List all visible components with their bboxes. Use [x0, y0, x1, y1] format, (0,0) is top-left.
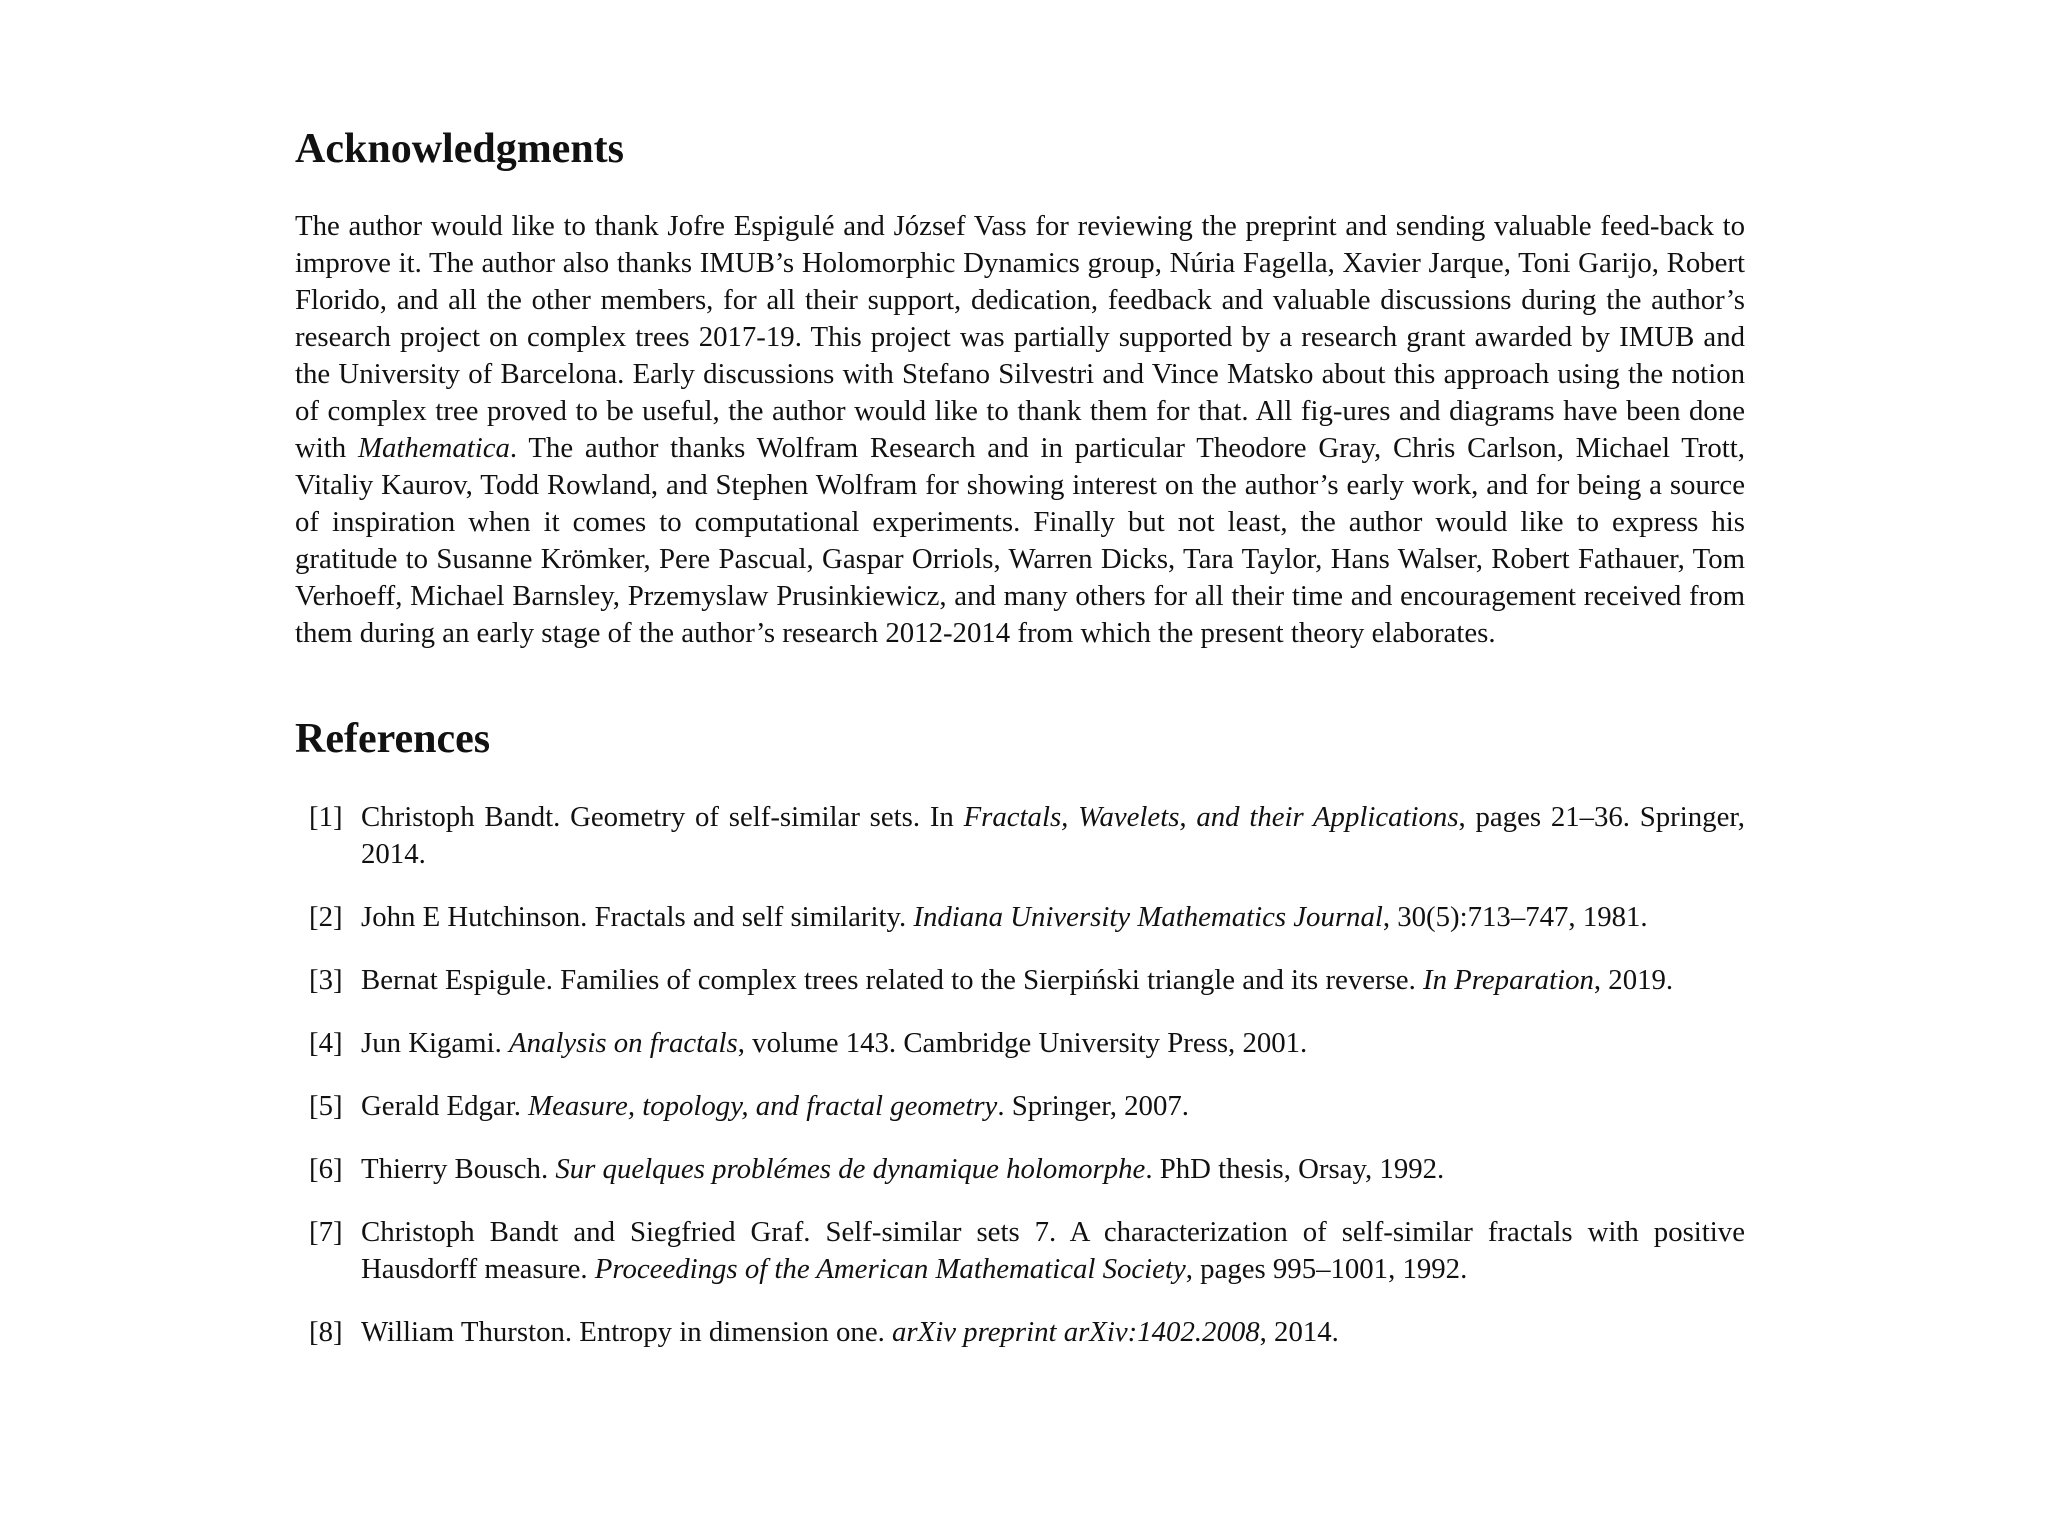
reference-venue: Fractals, Wavelets, and their Applications	[963, 800, 1459, 833]
reference-item-6	[295, 1151, 1745, 1188]
reference-details: , pages 21–36. Springer, 2014.	[361, 800, 1745, 870]
reference-number: [5]	[309, 1089, 343, 1122]
reference-number: [6]	[309, 1152, 343, 1185]
reference-venue: Sur quelques problémes de dynamique holomorphe	[555, 1152, 1146, 1185]
reference-number: [4]	[309, 1026, 343, 1059]
acknowledgments-heading: Acknowledgments	[295, 126, 625, 172]
references-heading: References	[295, 716, 491, 763]
reference-authors-title: John E Hutchinson. Fractals and self similarity.	[361, 900, 914, 933]
reference-list	[295, 799, 1745, 1351]
acknowledgments-paragraph	[295, 208, 1745, 652]
reference-item-7	[295, 1214, 1745, 1288]
reference-item-1	[295, 799, 1745, 873]
reference-item-4	[295, 1025, 1745, 1062]
reference-venue: Measure, topology, and fractal geometry	[528, 1089, 998, 1122]
reference-item-2	[295, 899, 1745, 936]
reference-venue: In Preparation	[1422, 963, 1594, 996]
reference-details: , 2019.	[1593, 963, 1674, 996]
acknowledgments-italic-mathematica: Mathematica	[357, 432, 510, 465]
reference-authors-title: William Thurston. Entropy in dimension one.	[361, 1315, 892, 1348]
reference-authors-title: Christoph Bandt and Siegfried Graf. Self-similar sets 7. A characterization of self-similar fractals with positive Hausdorff measure.	[361, 1215, 1745, 1285]
reference-number: [7]	[309, 1215, 343, 1248]
reference-venue: Proceedings of the American Mathematical Society	[594, 1252, 1186, 1285]
acknowledgments-text-part-2: . The author thanks Wolfram Research and in particular Theodore Gray, Chris Carlson, Michael Trott, Vitaliy Kaurov, Todd Rowland, and Stephen Wolfram for showing interest on the author’s early work, and for being a source of inspiration when it comes to computational experiments. Finally but not least, the author would like to express his gratitude to Susanne Krömker, Pere Pascual, Gaspar Orriols, Warren Dicks, Tara Taylor, Hans Walser, Robert Fathauer, Tom Verhoeff, Michael Barnsley, Przemyslaw Prusinkiewicz, and many others for all their time and encouragement received from them during an early stage of the author’s research 2012-2014 from which the present theory elaborates.	[295, 432, 1745, 650]
reference-number: [3]	[309, 963, 343, 996]
reference-item-5	[295, 1088, 1745, 1125]
reference-authors-title: Thierry Bousch.	[361, 1152, 556, 1185]
reference-authors-title: Gerald Edgar.	[361, 1089, 529, 1122]
reference-number: [2]	[309, 900, 343, 933]
reference-venue: Analysis on fractals	[508, 1026, 738, 1059]
reference-authors-title: Bernat Espigule. Families of complex trees related to the Sierpiński triangle and its reverse.	[361, 963, 1423, 996]
acknowledgments-text-part-1: The author would like to thank Jofre Espigulé and József Vass for reviewing the preprint and sending valuable feed-back to improve it. The author also thanks IMUB’s Holomorphic Dynamics group, Núria Fagella, Xavier Jarque, Toni Garijo, Robert Florido, and all the other members, for all their support, dedication, feedback and valuable discussions during the author’s research project on complex trees 2017-19. This project was partially supported by a research grant awarded by IMUB and the University of Barcelona. Early discussions with Stefano Silvestri and Vince Matsko about this approach using the notion of complex tree proved to be useful, the author would like to thank them for that. All fig-ures and diagrams have been done with	[295, 210, 1745, 465]
reference-venue: Indiana University Mathematics Journal	[913, 900, 1383, 933]
paper-page	[295, 120, 1745, 1377]
reference-details: , volume 143. Cambridge University Press, 2001.	[737, 1026, 1308, 1059]
reference-authors-title: Jun Kigami.	[361, 1026, 509, 1059]
reference-details: , 2014.	[1259, 1315, 1339, 1348]
reference-item-3	[295, 962, 1745, 999]
reference-venue: arXiv preprint arXiv:1402.2008	[892, 1315, 1260, 1348]
reference-authors-title: Christoph Bandt. Geometry of self-similar sets. In	[361, 800, 964, 833]
reference-details: . Springer, 2007.	[997, 1089, 1189, 1122]
reference-item-8	[295, 1314, 1745, 1351]
reference-details: , 30(5):713–747, 1981.	[1382, 900, 1648, 933]
reference-details: , pages 995–1001, 1992.	[1185, 1252, 1468, 1285]
reference-number: [8]	[309, 1315, 343, 1348]
reference-number: [1]	[309, 800, 343, 833]
reference-details: . PhD thesis, Orsay, 1992.	[1145, 1152, 1445, 1185]
